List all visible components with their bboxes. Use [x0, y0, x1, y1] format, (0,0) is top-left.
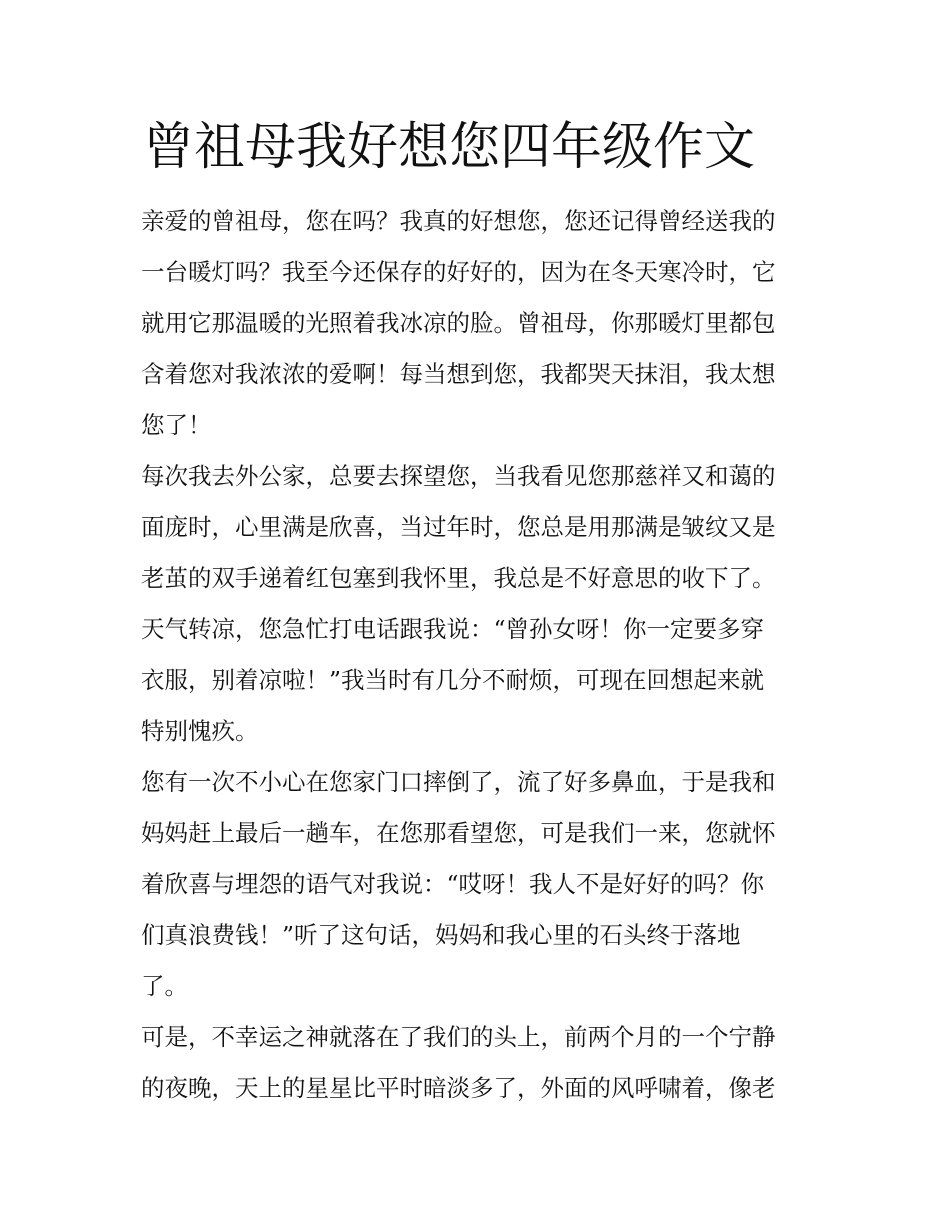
text-line: 老茧的双手递着红包塞到我怀里，我总是不好意思的收下了。: [141, 564, 776, 592]
text-line: 可是，不幸运之神就落在了我们的头上，前两个月的一个宁静: [141, 1023, 776, 1051]
document-body: [141, 196, 821, 1114]
text-line: 您有一次不小心在您家门口摔倒了，流了好多鼻血，于是我和: [141, 768, 776, 796]
text-line: 妈妈赶上最后一趟车，在您那看望您，可是我们一来，您就怀: [141, 819, 776, 847]
paragraph-3: [141, 757, 821, 1012]
text-line: 含着您对我浓浓的爱啊！每当想到您，我都哭天抹泪，我太想: [141, 360, 776, 388]
paragraph-4: [141, 1012, 821, 1114]
document-title: 曾祖母我好想您四年级作文: [143, 118, 756, 177]
text-line: 亲爱的曾祖母，您在吗？我真的好想您，您还记得曾经送我的: [141, 207, 776, 235]
text-line: 天气转凉，您急忙打电话跟我说：“曾孙女呀！你一定要多穿: [141, 615, 765, 643]
paragraph-2: [141, 451, 821, 757]
text-line: 衣服，别着凉啦！”我当时有几分不耐烦，可现在回想起来就: [141, 666, 765, 694]
text-line: 的夜晚，天上的星星比平时暗淡多了，外面的风呼啸着，像老: [141, 1074, 776, 1102]
text-line: 着欣喜与埋怨的语气对我说：“哎呀！我人不是好好的吗？你: [141, 870, 765, 898]
paragraph-1: [141, 196, 821, 451]
text-line: 面庞时，心里满是欣喜，当过年时，您总是用那满是皱纹又是: [141, 513, 776, 541]
text-line: 特别愧疚。: [141, 717, 259, 745]
text-line: 您了！: [141, 411, 212, 439]
text-line: 一台暖灯吗？我至今还保存的好好的，因为在冬天寒冷时，它: [141, 258, 776, 286]
text-line: 了。: [141, 972, 188, 1000]
text-line: 每次我去外公家，总要去探望您，当我看见您那慈祥又和蔼的: [141, 462, 776, 490]
text-line: 就用它那温暖的光照着我冰凉的脸。曾祖母，你那暖灯里都包: [141, 309, 776, 337]
text-line: 们真浪费钱！”听了这句话，妈妈和我心里的石头终于落地: [141, 921, 741, 949]
